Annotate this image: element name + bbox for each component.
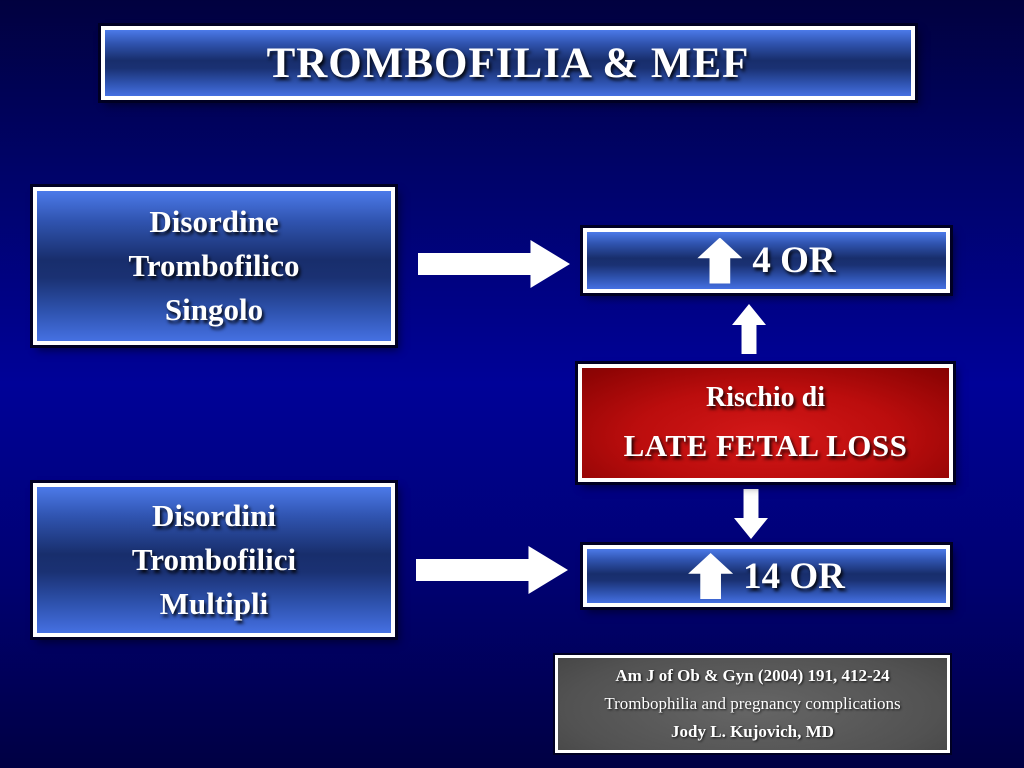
citation-title: Trombophilia and pregnancy complications — [604, 694, 901, 713]
box-text-line: Disordini — [151, 497, 277, 533]
box-text-line: Trombofilico — [128, 247, 300, 283]
box-text-line: Trombofilici — [131, 541, 297, 577]
citation-author: Jody L. Kujovich, MD — [671, 722, 834, 741]
odds-ratio-label: 4 OR — [752, 240, 836, 281]
up-arrow-icon — [732, 304, 766, 354]
right-arrow-icon — [416, 546, 568, 594]
citation-box — [555, 655, 950, 753]
box-late-fetal-loss-risk — [578, 364, 953, 482]
box-single-thrombophilic-disorder — [33, 187, 395, 345]
box-odds-ratio-4 — [583, 228, 950, 293]
down-arrow-icon — [734, 489, 768, 539]
citation-reference: Am J of Ob & Gyn (2004) 191, 412-24 — [615, 666, 890, 685]
title-box — [101, 26, 915, 100]
box-text-line: Multipli — [159, 586, 269, 621]
up-arrow-icon — [697, 238, 742, 284]
slide-title: TROMBOFILIA & MEF — [266, 39, 750, 87]
box-multiple-thrombophilic-disorders — [33, 483, 395, 637]
box-text-line: Singolo — [164, 292, 264, 327]
right-arrow-icon — [418, 240, 570, 288]
risk-box-line: Rischio di — [705, 382, 826, 413]
odds-ratio-label: 14 OR — [743, 555, 845, 597]
box-text-line: Disordine — [149, 203, 279, 239]
up-arrow-icon — [688, 553, 733, 599]
box-odds-ratio-14 — [583, 545, 950, 607]
risk-box-line: LATE FETAL LOSS — [623, 428, 908, 463]
